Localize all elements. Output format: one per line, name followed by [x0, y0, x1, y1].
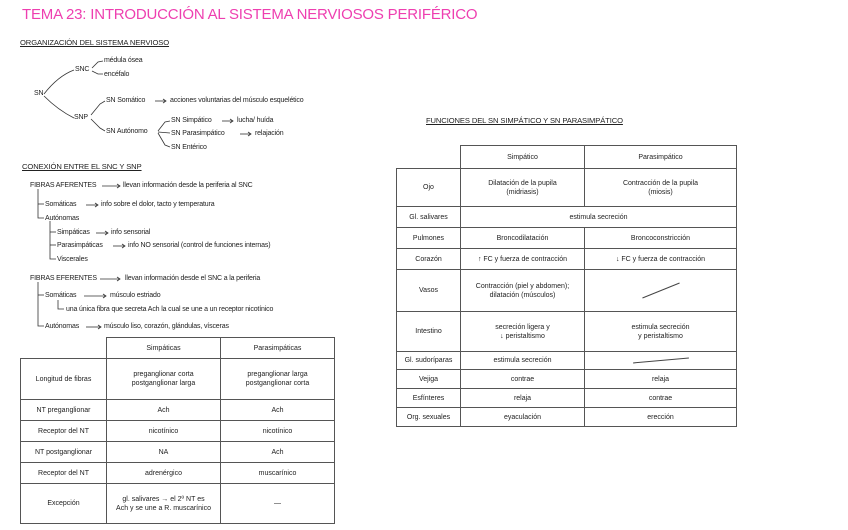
- table-row: [397, 389, 737, 408]
- table-header-cell: Parasimpático: [585, 146, 737, 169]
- page-title: TEMA 23: INTRODUCCIÓN AL SISTEMA NERVIOSOS PERIFÉRICO: [22, 6, 478, 23]
- table-cell: Contracción (piel y abdomen); dilatación (músculos): [461, 270, 585, 312]
- conexion-heading: CONEXIÓN ENTRE EL SNC Y SNP: [22, 162, 142, 171]
- table-cell: Broncoconstricción: [585, 228, 737, 249]
- table-row: [397, 249, 737, 270]
- table-row: [21, 463, 335, 484]
- aferentes-desc: llevan información desde la periferia al SNC: [123, 182, 253, 189]
- table-header-cell: [397, 146, 461, 169]
- table-cell: estimula secreción y peristaltismo: [585, 312, 737, 352]
- table-cell: erección: [585, 408, 737, 427]
- table-header-cell: Simpáticas: [107, 338, 221, 359]
- snc-label: SNC: [75, 66, 90, 73]
- table-cell: Contracción de la pupila (miosis): [585, 169, 737, 207]
- encefalo-label: encéfalo: [104, 71, 130, 78]
- table-row: [397, 207, 737, 228]
- table-cell: preganglionar larga postganglionar corta: [221, 359, 335, 400]
- autonomas2-desc: músculo liso, corazón, glándulas, vísceras: [104, 323, 229, 330]
- somaticas-desc: info sobre el dolor, tacto y temperatura: [101, 201, 215, 208]
- table-cell: Pulmones: [397, 228, 461, 249]
- table-cell: relaja: [461, 389, 585, 408]
- table-cell: nicotínico: [221, 421, 335, 442]
- table-cell: contrae: [461, 370, 585, 389]
- parasimpatico-label: SN Parasimpático: [171, 130, 225, 137]
- table-row: [21, 359, 335, 400]
- table-cell: Gl. sudoríparas: [397, 352, 461, 370]
- simpatico-label: SN Simpático: [171, 117, 212, 124]
- funciones-table: [396, 145, 737, 427]
- table-cell: gl. salivares → el 2º NT es Ach y se une a R. muscarínico: [107, 484, 221, 524]
- table-row: [21, 421, 335, 442]
- table-cell: Org. sexuales: [397, 408, 461, 427]
- somaticas2-label: Somáticas: [45, 292, 77, 299]
- somaticas-label: Somáticas: [45, 201, 77, 208]
- table-cell: Corazón: [397, 249, 461, 270]
- table-cell: contrae: [585, 389, 737, 408]
- somatico-desc: acciones voluntarias del músculo esquelético: [170, 97, 304, 104]
- table-cell: Receptor del NT: [21, 463, 107, 484]
- autonomas-label: Autónomas: [45, 215, 80, 222]
- table-cell: secreción ligera y ↓ peristaltismo: [461, 312, 585, 352]
- table-row: [397, 370, 737, 389]
- table-cell: Vasos: [397, 270, 461, 312]
- table-row: [397, 352, 737, 370]
- table-cell-crossed: [585, 270, 737, 312]
- table-cell: Receptor del NT: [21, 421, 107, 442]
- left-comparison-table: [20, 337, 335, 524]
- table-cell: preganglionar corta postganglionar larga: [107, 359, 221, 400]
- table-cell: NT preganglionar: [21, 400, 107, 421]
- table-header-row: [21, 338, 335, 359]
- table-cell: Longitud de fibras: [21, 359, 107, 400]
- table-row: [397, 270, 737, 312]
- simpatico-desc: lucha/ huída: [237, 117, 274, 124]
- table-cell: nicotínico: [107, 421, 221, 442]
- table-cell: Broncodilatación: [461, 228, 585, 249]
- strike-line: [633, 358, 689, 364]
- autonomo-label: SN Autónomo: [106, 128, 148, 135]
- table-cell: Dilatación de la pupila (midriasis): [461, 169, 585, 207]
- table-cell: estimula secreción: [461, 352, 585, 370]
- table-cell: NA: [107, 442, 221, 463]
- autonomas2-label: Autónomas: [45, 323, 80, 330]
- table-row: [397, 408, 737, 427]
- table-cell: Intestino: [397, 312, 461, 352]
- table-cell: ↓ FC y fuerza de contracción: [585, 249, 737, 270]
- table-row: [397, 228, 737, 249]
- eferentes-desc: llevan información desde el SNC a la periferia: [125, 275, 261, 282]
- table-header-row: [397, 146, 737, 169]
- table-header-cell: Parasimpáticas: [221, 338, 335, 359]
- table-cell: Ach: [221, 442, 335, 463]
- table-cell: Ach: [221, 400, 335, 421]
- table-cell: NT postganglionar: [21, 442, 107, 463]
- parasimpaticas-label: Parasimpáticas: [57, 242, 103, 249]
- table-cell: Excepción: [21, 484, 107, 524]
- table-cell: —: [221, 484, 335, 524]
- aferentes-label: FIBRAS AFERENTES: [30, 182, 97, 189]
- table-row: [21, 484, 335, 524]
- parasimpaticas-desc: info NO sensorial (control de funciones internas): [128, 242, 271, 249]
- table-row: [21, 400, 335, 421]
- table-cell: Gl. salivares: [397, 207, 461, 228]
- strike-line: [642, 283, 679, 299]
- sn-label: SN: [34, 90, 44, 97]
- table-cell: Ach: [107, 400, 221, 421]
- simpaticas-label: Simpáticas: [57, 229, 90, 236]
- parasimpatico-desc: relajación: [255, 130, 284, 137]
- viscerales-label: Viscerales: [57, 256, 88, 263]
- enterico-label: SN Entérico: [171, 144, 207, 151]
- simpaticas-desc: info sensorial: [111, 229, 151, 236]
- table-cell: Esfínteres: [397, 389, 461, 408]
- table-header-cell: Simpático: [461, 146, 585, 169]
- table-cell: muscarínico: [221, 463, 335, 484]
- funciones-heading: FUNCIONES DEL SN SIMPÁTICO Y SN PARASIMPÁTICO: [426, 116, 623, 125]
- snp-label: SNP: [74, 114, 88, 121]
- somaticas2-desc: músculo estriado: [110, 292, 161, 299]
- somaticas2-sub: una única fibra que secreta Ach la cual se une a un receptor nicotínico: [66, 306, 274, 313]
- table-cell: relaja: [585, 370, 737, 389]
- table-cell: Ojo: [397, 169, 461, 207]
- table-cell: estimula secreción: [461, 207, 737, 228]
- table-header-cell: [21, 338, 107, 359]
- table-row: [397, 312, 737, 352]
- table-row: [21, 442, 335, 463]
- eferentes-label: FIBRAS EFERENTES: [30, 275, 97, 282]
- somatico-label: SN Somático: [106, 97, 146, 104]
- organizacion-heading: ORGANIZACIÓN DEL SISTEMA NERVIOSO: [20, 38, 170, 47]
- table-cell-crossed: [585, 352, 737, 370]
- table-cell: Vejiga: [397, 370, 461, 389]
- table-cell: ↑ FC y fuerza de contracción: [461, 249, 585, 270]
- medula-label: médula ósea: [104, 57, 143, 64]
- table-cell: adrenérgico: [107, 463, 221, 484]
- table-row: [397, 169, 737, 207]
- table-cell: eyaculación: [461, 408, 585, 427]
